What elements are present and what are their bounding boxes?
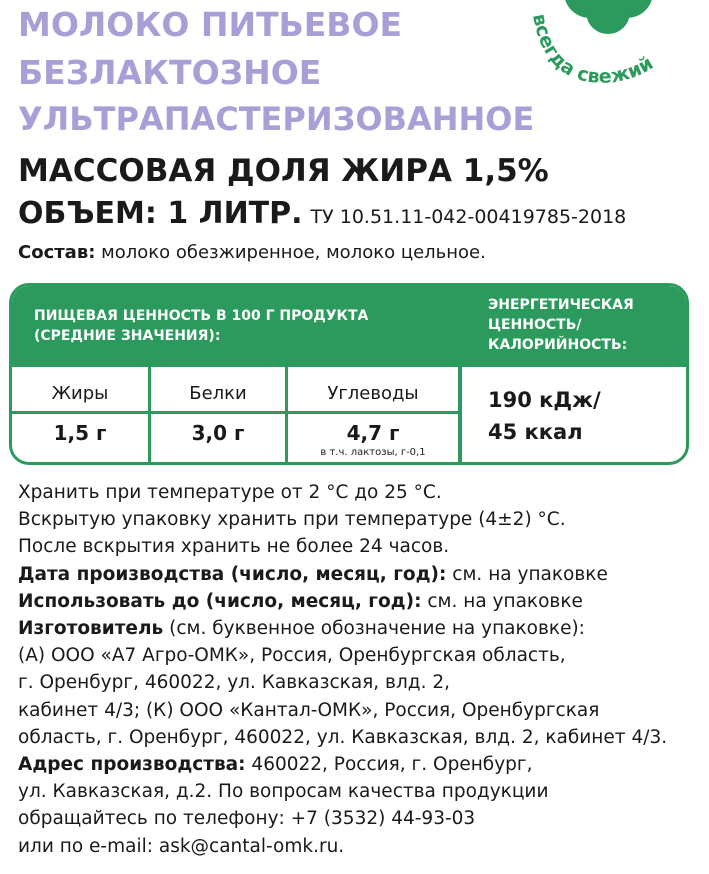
protein-header: Белки xyxy=(189,383,247,404)
manufacturer-line: кабинет 4/3; (К) ООО «Кантал-ОМК», Россия, Оренбургская xyxy=(18,699,600,721)
carbs-header: Углеводы xyxy=(327,383,419,404)
energy-header-line-2: ЦЕННОСТЬ/ xyxy=(488,317,582,333)
production-address-text: 460022, Россия, г. Оренбург, xyxy=(245,754,533,776)
divider xyxy=(458,286,462,465)
fat-value: 1,5 г xyxy=(53,421,107,445)
lactose-note: в т.ч. лактозы, г-0,1 xyxy=(320,447,426,458)
composition-label: Состав: xyxy=(18,242,96,263)
manufacturer-text: (см. буквенное обозначение на упаковке): xyxy=(163,618,585,640)
tu-code: ТУ 10.51.11-042-00419785-2018 xyxy=(310,206,627,228)
production-address-line: или по e-mail: ask@cantal-omk.ru. xyxy=(18,835,345,857)
fat-content: МАССОВАЯ ДОЛЯ ЖИРА 1,5% xyxy=(18,153,549,189)
nutrition-header xyxy=(12,286,458,367)
nutrition-table xyxy=(9,283,689,465)
use-by-label: Использовать до (число, месяц, год): xyxy=(18,590,422,612)
energy-value xyxy=(488,384,601,448)
energy-kcal: 45 ккал xyxy=(488,420,583,444)
production-date xyxy=(18,561,708,588)
use-by xyxy=(18,588,708,615)
production-date-text: см. на упаковке xyxy=(446,563,608,585)
energy-header xyxy=(462,286,689,367)
production-address-line: обращайтесь по телефону: +7 (3532) 44-93-03 xyxy=(18,808,476,830)
storage-line: Хранить при температуре от 2 °С до 25 °С. xyxy=(18,482,442,503)
fat-header: Жиры xyxy=(51,383,109,404)
product-title-line-3: УЛЬТРАПАСТЕРИЗОВАННОЕ xyxy=(18,100,535,138)
energy-header-line-1: ЭНЕРГЕТИЧЕСКАЯ xyxy=(488,297,634,313)
nutrition-header-line-1: ПИЩЕВАЯ ЦЕННОСТЬ В 100 Г ПРОДУКТА xyxy=(34,308,369,324)
divider xyxy=(12,411,458,414)
manufacturer-line: область, г. Оренбург, 460022, ул. Кавказская, влд. 2, кабинет 4/3. xyxy=(18,726,668,748)
storage-and-manufacturer-info xyxy=(18,479,708,860)
composition xyxy=(18,242,486,263)
energy-header-line-3: КАЛОРИЙНОСТЬ: xyxy=(488,337,628,353)
storage-line: После вскрытия хранить не более 24 часов. xyxy=(18,536,450,558)
divider xyxy=(148,367,151,465)
protein-value: 3,0 г xyxy=(191,421,245,445)
product-title-line-1: МОЛОКО ПИТЬЕВОЕ xyxy=(18,5,403,44)
use-by-text: см. на упаковке xyxy=(421,590,583,612)
energy-kj: 190 кДж/ xyxy=(488,388,601,412)
volume: ОБЪЕМ: 1 ЛИТР. xyxy=(18,196,303,231)
manufacturer xyxy=(18,615,708,642)
brand-badge xyxy=(515,0,700,100)
nutrition-header-line-2: (СРЕДНИЕ ЗНАЧЕНИЯ): xyxy=(34,328,221,344)
composition-text: молоко обезжиренное, молоко цельное. xyxy=(95,242,486,263)
production-address-line: ул. Кавказская, д.2. По вопросам качества продукции xyxy=(18,781,549,803)
carbs-value: 4,7 г xyxy=(346,421,400,445)
manufacturer-line: г. Оренбург, 460022, ул. Кавказская, влд. 2, xyxy=(18,672,450,694)
storage-line: Вскрытую упаковку хранить при температуре (4±2) °С. xyxy=(18,509,566,531)
product-title-line-2: БЕЗЛАКТОЗНОЕ xyxy=(18,53,322,92)
manufacturer-label: Изготовитель xyxy=(18,618,164,640)
manufacturer-line: (А) ООО «А7 Агро-ОМК», Россия, Оренбургская область, xyxy=(18,645,566,667)
production-address xyxy=(18,751,708,778)
clover-leaf-icon xyxy=(564,0,653,34)
production-date-label: Дата производства (число, месяц, год): xyxy=(18,563,447,585)
production-address-label: Адрес производства: xyxy=(18,754,246,776)
badge-text: всегда свежий xyxy=(528,11,658,88)
